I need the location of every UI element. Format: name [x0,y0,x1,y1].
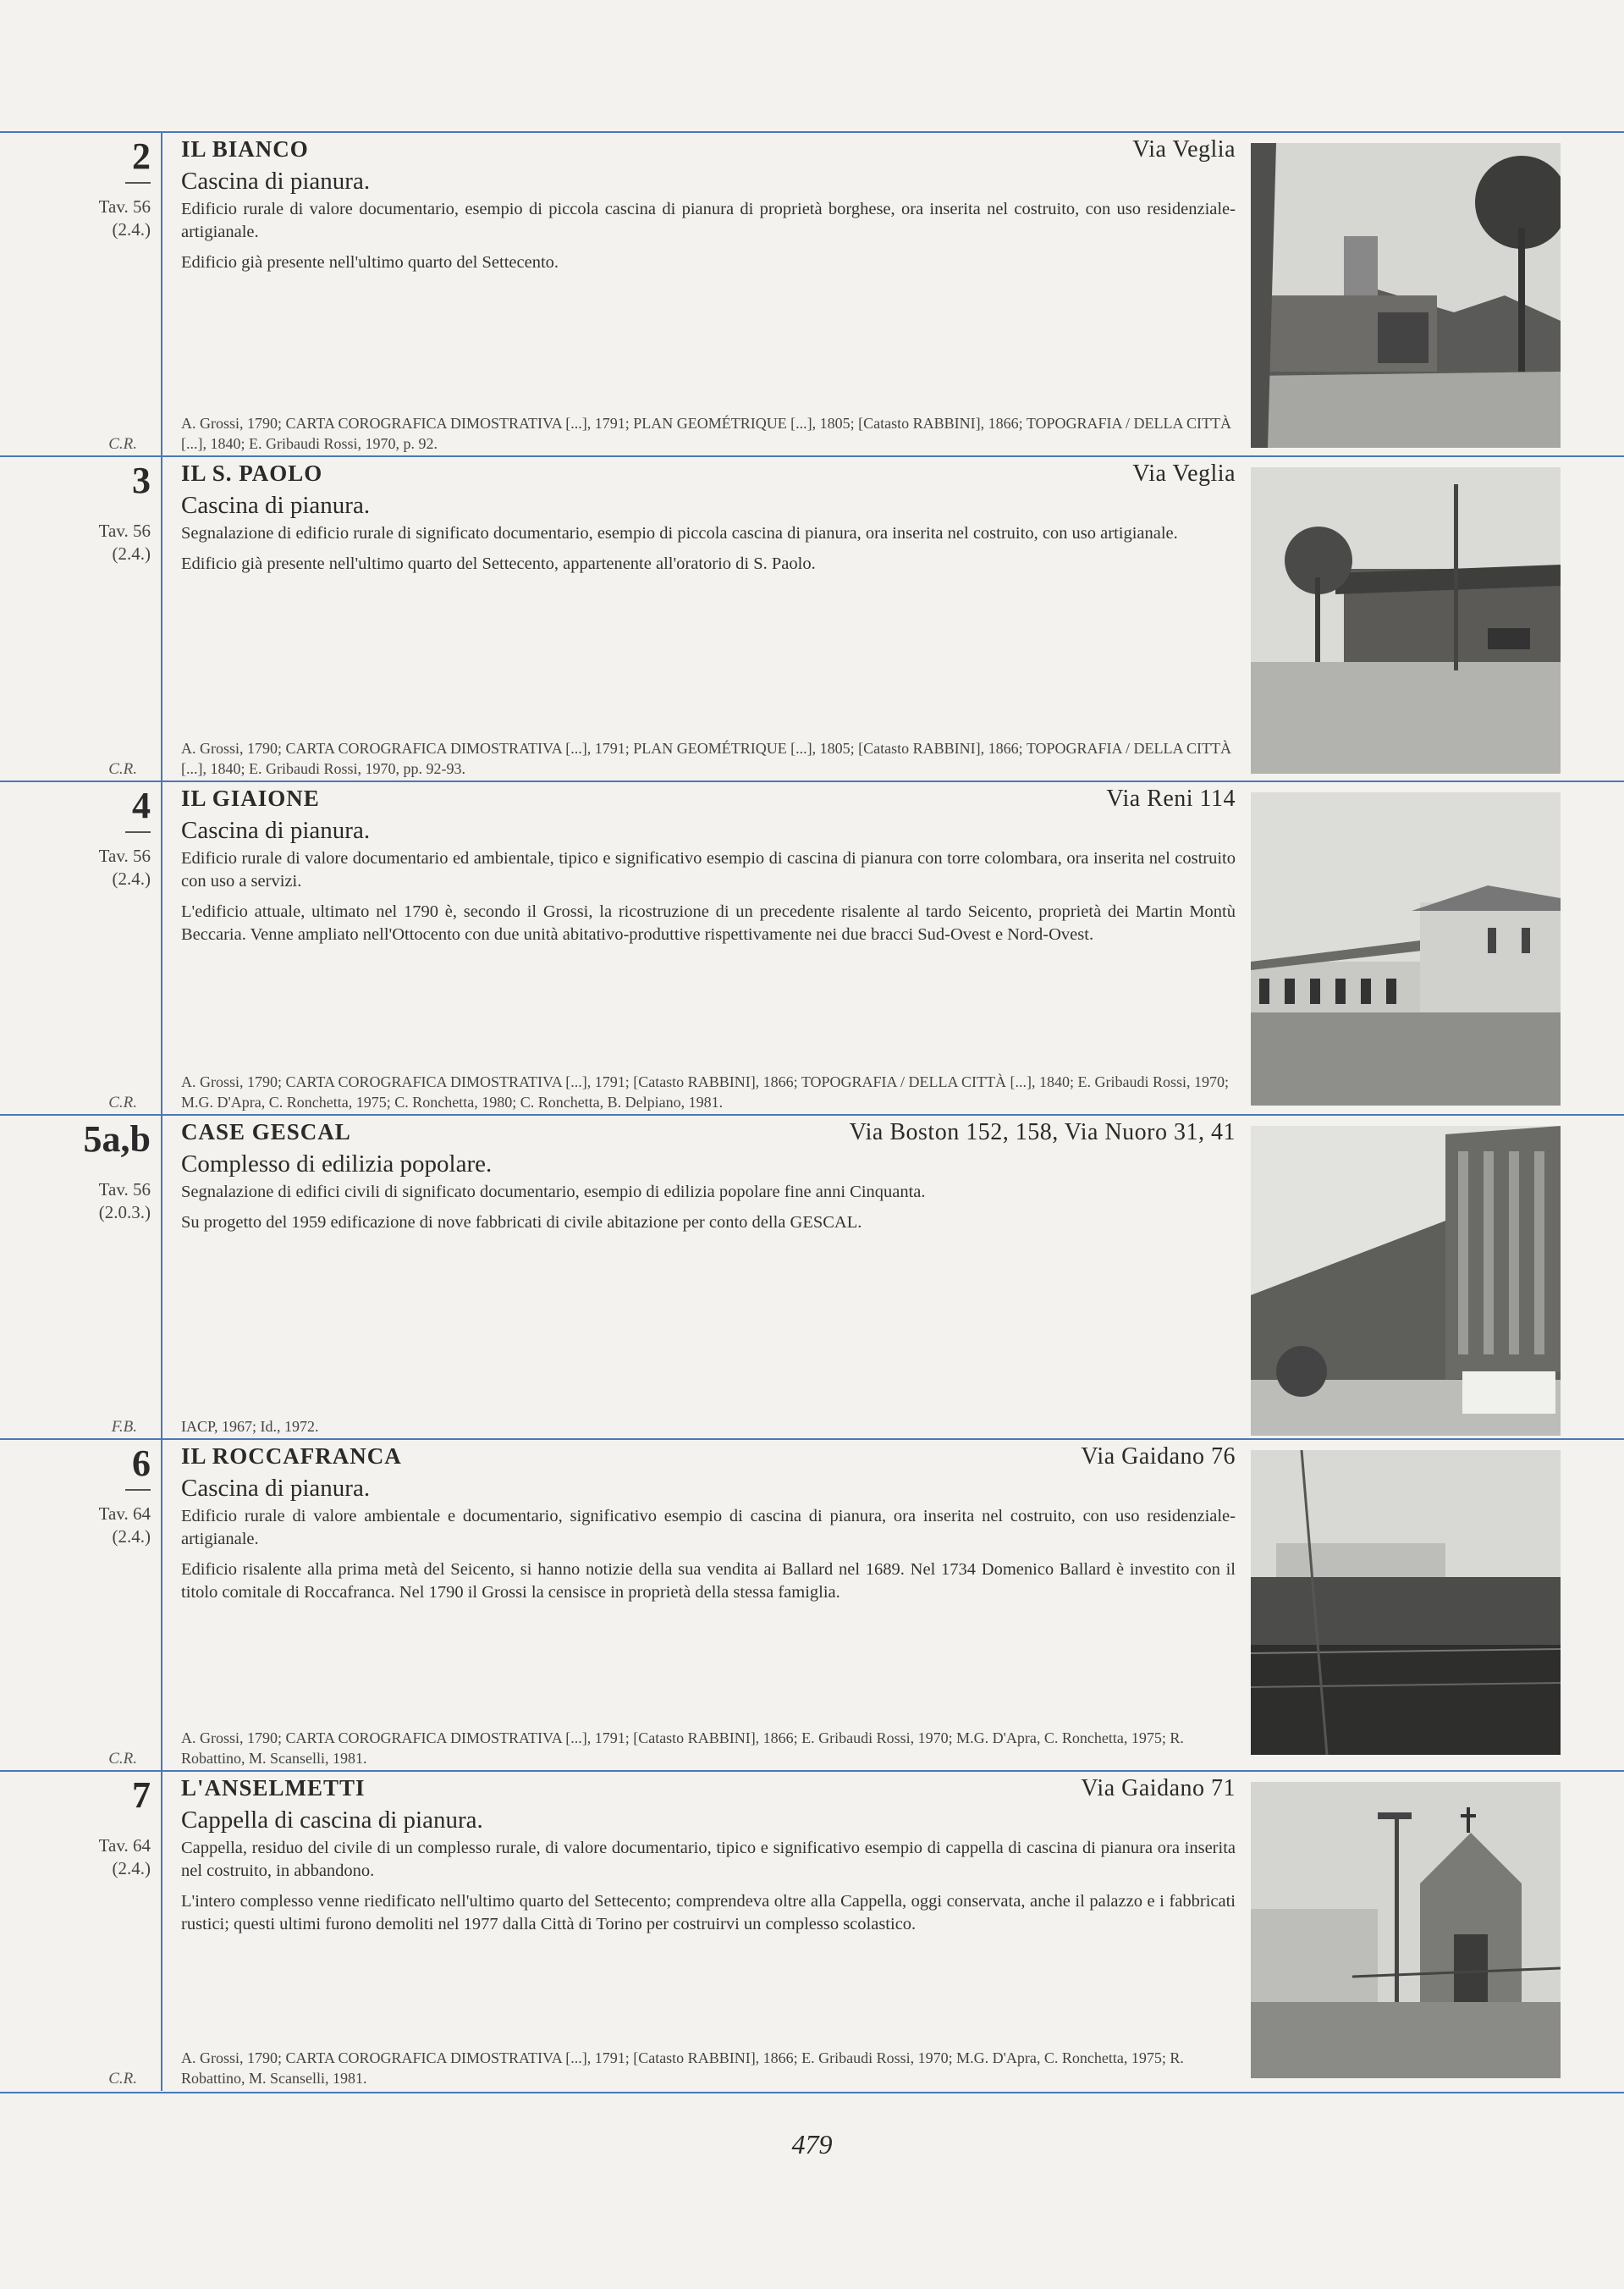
catalog-entry [0,1770,1624,2093]
entry-content [181,1440,1236,1772]
entry-number: 3 [132,460,151,501]
entry-header [181,136,1236,163]
tav-reference [51,520,151,565]
catalog-entry [0,455,1624,782]
entry-left-column [51,1440,151,1772]
entry-author: C.R. [108,435,137,453]
entry-paragraph: Edificio rurale di valore documentario ed ambientale, tipico e significativo esempio di cascina di pianura con torre colombara, ora inserita nel costruito con uso a servizi. [181,849,1236,891]
entry-paragraph: Edificio già presente nell'ultimo quarto del Settecento. [181,253,559,272]
photo-chapel [1251,1782,1561,2078]
entry-content [181,782,1236,1116]
page-number: 479 [791,2129,833,2159]
entry-address: Via Veglia [1132,136,1236,163]
entry-title: IL GIAIONE [181,786,320,811]
entry-header [181,461,1236,488]
entry-author: C.R. [108,2070,137,2088]
entry-left-column [51,1116,151,1440]
entry-subtitle: Cascina di pianura. [181,1475,371,1502]
catalog-entry [0,780,1624,1116]
tav-number: Tav. 64 [98,1503,151,1524]
tav-number: Tav. 56 [98,846,151,866]
entry-author: F.B. [111,1418,137,1436]
photo-small-farmhouse [1251,467,1561,774]
entry-title: IL S. PAOLO [181,461,323,486]
tav-code: (2.4.) [112,1526,151,1547]
entry-number: 6 [132,1442,151,1484]
entry-content [181,457,1236,782]
entry-number: 7 [132,1774,151,1816]
entry-content [181,133,1236,457]
entry-content [181,1772,1236,2092]
entry-left-column [51,782,151,1116]
catalog-entry [0,131,1624,457]
tav-number: Tav. 56 [98,1179,151,1200]
catalog-entry [0,1438,1624,1772]
entry-left-column [51,133,151,457]
entry-number: 2 [132,135,151,177]
entry-title: IL ROCCAFRANCA [181,1443,402,1469]
entry-references: IACP, 1967; Id., 1972. [181,1418,319,1435]
entry-photo [1251,143,1561,448]
number-rule [125,831,151,833]
entry-address: Via Boston 152, 158, Via Nuoro 31, 41 [849,1119,1236,1145]
tav-reference [51,1834,151,1880]
entry-references: A. Grossi, 1790; CARTA COROGRAFICA DIMOSTRATIVA [...], 1791; [Catasto RABBINI], 1866; E. Gribaudi Rossi, 1970; M.G. D'Apra, C. Ronchetta, 1975; R. Robattino, M. Scanselli, 1981. [181,1729,1184,1767]
entry-title: L'ANSELMETTI [181,1775,366,1801]
entry-author: C.R. [108,1094,137,1111]
entry-references: A. Grossi, 1790; CARTA COROGRAFICA DIMOSTRATIVA [...], 1791; PLAN GEOMÉTRIQUE [...], 1805; [Catasto RABBINI], 1866; TOPOGRAFIA / DELLA CITTÀ [...], 1840; E. Gribaudi Rossi, 1970, p. 92. [181,415,1232,452]
entry-number: 4 [132,785,151,826]
photo-housing-blocks [1251,1126,1561,1436]
tav-reference [51,1178,151,1224]
entry-paragraph: Segnalazione di edifici civili di significato documentario, esempio di edilizia popolare fine anni Cinquanta. [181,1183,926,1201]
tav-number: Tav. 64 [98,1835,151,1856]
entry-content [181,1116,1236,1440]
entry-author: C.R. [108,760,137,778]
entry-photo [1251,1126,1561,1436]
tav-code: (2.4.) [112,869,151,889]
entry-paragraph: Edificio già presente nell'ultimo quarto del Settecento, appartenente all'oratorio di S. Paolo. [181,554,816,573]
entry-subtitle: Cascina di pianura. [181,817,371,844]
entry-paragraph: Su progetto del 1959 edificazione di nove fabbricati di civile abitazione per conto della GESCAL. [181,1213,862,1232]
entry-number: 5a,b [83,1118,151,1160]
number-rule [125,1489,151,1491]
entry-references: A. Grossi, 1790; CARTA COROGRAFICA DIMOSTRATIVA [...], 1791; PLAN GEOMÉTRIQUE [...], 1805; [Catasto RABBINI], 1866; TOPOGRAFIA / DELLA CITTÀ [...], 1840; E. Gribaudi Rossi, 1970, pp. 92-93. [181,740,1232,777]
catalog-entry [0,1114,1624,1440]
tav-code: (2.0.3.) [98,1202,151,1222]
photo-farm-behind-fence [1251,1450,1561,1755]
entry-header [181,1443,1236,1470]
entry-address: Via Gaidano 71 [1081,1775,1236,1801]
entry-author: C.R. [108,1750,137,1768]
entry-left-column [51,1772,151,2092]
entry-address: Via Veglia [1132,461,1236,487]
entry-paragraph: Edificio rurale di valore ambientale e documentario, significativo esempio di cascina di pianura, ora inserita nel costruito, con uso residenziale-artigianale. [181,1507,1236,1548]
entry-header [181,1119,1236,1146]
entry-paragraph: L'intero complesso venne riedificato nell'ultimo quarto del Settecento; comprendeva oltre alla Cappella, oggi conservata, anche il palazzo e i fabbricati rustici; questi ultimi furono demoliti nel 1977 dalla Città di Torino per costruirvi un complesso scolastico. [181,1892,1236,1933]
entry-photo [1251,1450,1561,1755]
entry-subtitle: Cascina di pianura. [181,168,371,195]
entry-paragraph: Cappella, residuo del civile di un complesso rurale, di valore documentario, tipico e significativo esempio di cappella di cascina di pianura ora inserita nel costruito, in abbandono. [181,1839,1236,1880]
tav-reference [51,845,151,891]
tav-code: (2.4.) [112,1858,151,1878]
entry-photo [1251,792,1561,1106]
entry-left-column [51,457,151,782]
entry-photo [1251,467,1561,774]
number-rule [125,182,151,184]
tav-number: Tav. 56 [98,521,151,541]
entry-title: CASE GESCAL [181,1119,351,1144]
entry-title: IL BIANCO [181,136,309,162]
entry-references: A. Grossi, 1790; CARTA COROGRAFICA DIMOSTRATIVA [...], 1791; [Catasto RABBINI], 1866; TOPOGRAFIA / DELLA CITTÀ [...], 1840; E. Gribaudi Rossi, 1970; M.G. D'Apra, C. Ronchetta, 1975; C. Ronchetta, 1980; C. Ronchetta, B. Delpiano, 1981. [181,1073,1230,1111]
photo-rural-house [1251,143,1561,448]
entry-subtitle: Complesso di edilizia popolare. [181,1150,493,1178]
photo-arcaded-farmstead [1251,792,1561,1106]
entry-address: Via Gaidano 76 [1081,1443,1236,1470]
tav-code: (2.4.) [112,543,151,564]
entry-header [181,1775,1236,1802]
entry-address: Via Reni 114 [1106,786,1236,812]
tav-code: (2.4.) [112,219,151,240]
entry-subtitle: Cappella di cascina di pianura. [181,1806,483,1834]
entry-paragraph: Edificio risalente alla prima metà del Seicento, si hanno notizie della sua vendita ai Ballard nel 1689. Nel 1734 Domenico Ballard è investito con il titolo comitale di Roccafranca. Nel 1790 il Grossi la censisce in proprietà della stessa famiglia. [181,1560,1236,1602]
tav-reference [51,196,151,241]
tav-reference [51,1503,151,1548]
entry-photo [1251,1782,1561,2078]
entry-paragraph: L'edificio attuale, ultimato nel 1790 è, secondo il Grossi, la ricostruzione di un precedente risalente al tardo Seicento, proprietà dei Martin Montù Beccaria. Venne ampliato nell'Ottocento con due unità abitativo-produttive rispettivamente nei due bracci Sud-Ovest e Nord-Ovest. [181,902,1236,944]
entry-paragraph: Edificio rurale di valore documentario, esempio di piccola cascina di pianura di proprietà borghese, ora inserita nel costruito, con uso residenziale-artigianale. [181,200,1236,241]
entry-paragraph: Segnalazione di edificio rurale di significato documentario, esempio di piccola cascina di pianura, ora inserita nel costruito, con uso artigianale. [181,524,1178,543]
tav-number: Tav. 56 [98,196,151,217]
entry-references: A. Grossi, 1790; CARTA COROGRAFICA DIMOSTRATIVA [...], 1791; [Catasto RABBINI], 1866; E. Gribaudi Rossi, 1970; M.G. D'Apra, C. Ronchetta, 1975; R. Robattino, M. Scanselli, 1981. [181,2049,1184,2087]
entry-header [181,786,1236,813]
entry-subtitle: Cascina di pianura. [181,492,371,519]
